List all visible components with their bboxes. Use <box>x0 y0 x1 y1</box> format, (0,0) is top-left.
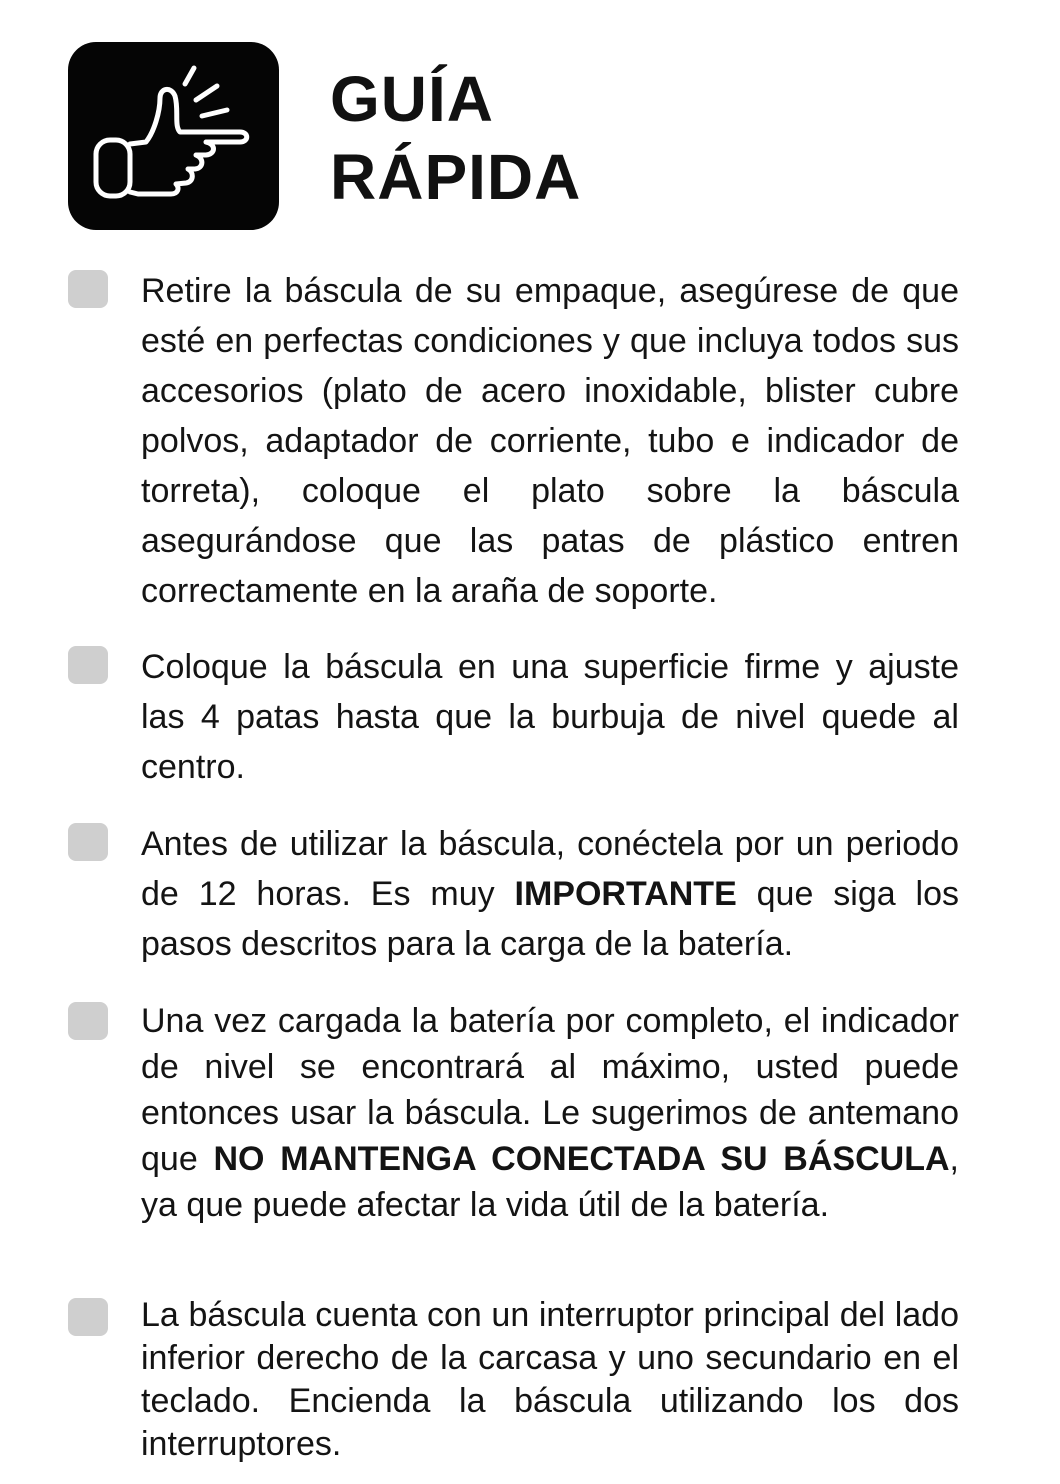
step-3-emphasis: IMPORTANTE <box>514 875 737 913</box>
step-4-text-start: Una vez cargada la batería por completo, el indicador de nivel se encontrará al máximo, usted puede entonces usar la báscula. Le sugerimos de antemano que <box>141 1002 959 1178</box>
checkbox[interactable] <box>68 1298 108 1336</box>
step-2-text: Coloque la báscula en una superficie firme y ajuste las 4 patas hasta que la burbuja de nivel quede al centro. <box>141 648 959 786</box>
step-5-text: La báscula cuenta con un interruptor principal del lado inferior derecho de la carcasa y uno secundario en el teclado. Encienda la báscula utilizando los dos interruptores. <box>141 1296 959 1463</box>
checkbox[interactable] <box>68 1002 108 1040</box>
title-line-2: RÁPIDA <box>330 141 582 213</box>
step-4-text-end: , ya que puede afectar la vida útil de la batería. <box>141 1140 959 1224</box>
step-4-text <box>141 998 959 1228</box>
checkbox[interactable] <box>68 823 108 861</box>
step-1-text: Retire la báscula de su empaque, asegúrese de que esté en perfectas condiciones y que incluya todos sus accesorios (plato de acero inoxidable, blister cubre polvos, adaptador de corriente, tubo e indicador de torreta), coloque el plato sobre la báscula asegurándose que las patas de plástico entren correctamente en la araña de soporte. <box>141 272 959 610</box>
step-3-text-start: Antes de utilizar la báscula, conéctela por un periodo de 12 horas. Es muy <box>141 825 959 913</box>
page-title <box>330 60 581 216</box>
step-3-text-end: que siga los pasos descritos para la carga de la batería. <box>141 875 959 963</box>
pointing-hand-icon <box>68 42 279 230</box>
step-4-emphasis: NO MANTENGA CONECTADA SU BÁSCULA <box>213 1140 950 1178</box>
checkbox[interactable] <box>68 646 108 684</box>
logo <box>68 42 279 230</box>
step-3-text <box>141 819 959 969</box>
title-line-1: GUÍA <box>330 63 494 135</box>
header <box>68 42 968 232</box>
checkbox[interactable] <box>68 270 108 308</box>
